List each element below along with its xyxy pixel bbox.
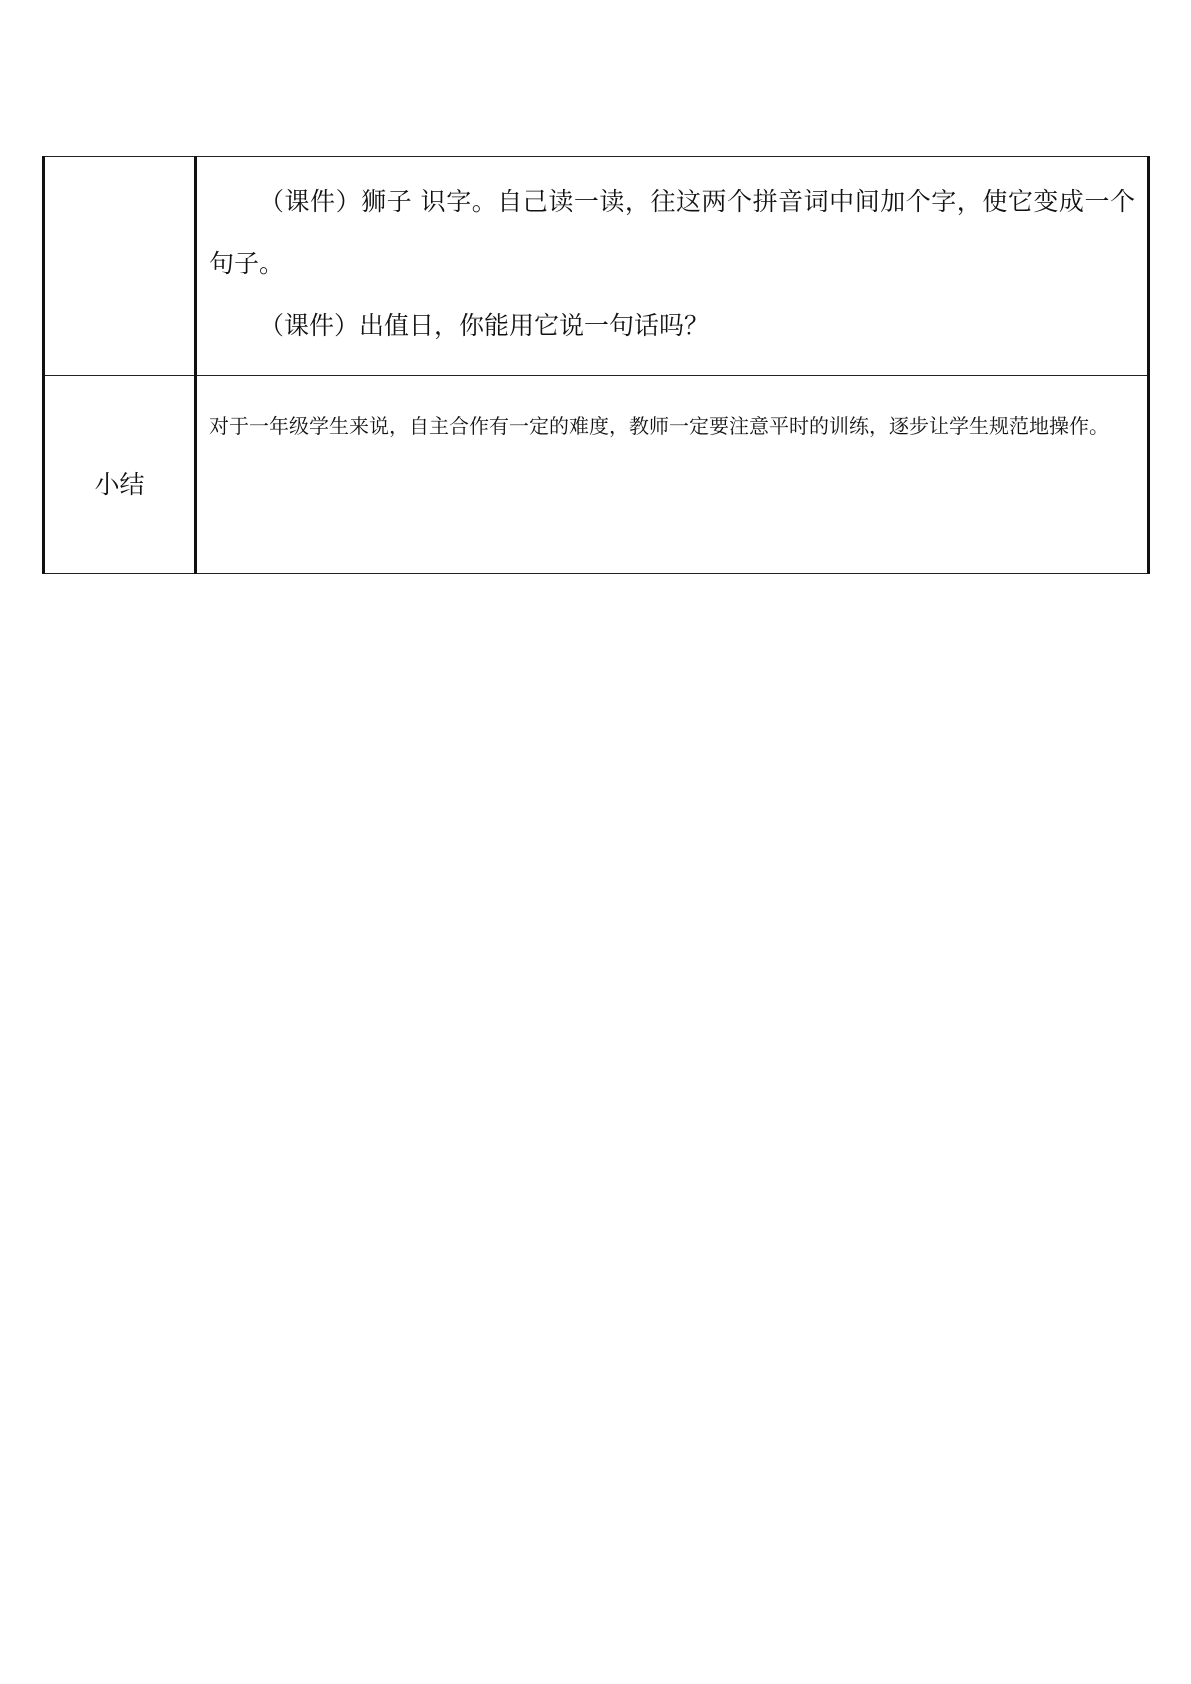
summary-content <box>197 376 1147 443</box>
row-content-cell <box>196 376 1149 574</box>
activity-paragraph: （课件）出值日，你能用它说一句话吗？ <box>259 311 710 340</box>
row-label-cell <box>44 376 196 574</box>
summary-paragraph: 对于一年级学生来说，自主合作有一定的难度，教师一定要注意平时的训练，逐步让学生规范地操作。 <box>209 414 1109 438</box>
row-content-cell <box>196 157 1149 376</box>
activity-content <box>197 157 1147 357</box>
summary-label: 小结 <box>94 469 145 499</box>
activity-paragraph: （课件）狮子 识字。自己读一读，往这两个拼音词中间加个字，使它变成一个句子。 <box>209 187 1135 278</box>
table-row <box>44 376 1149 574</box>
table-row <box>44 157 1149 376</box>
lesson-plan-table <box>42 156 1150 574</box>
row-label-cell <box>44 157 196 376</box>
